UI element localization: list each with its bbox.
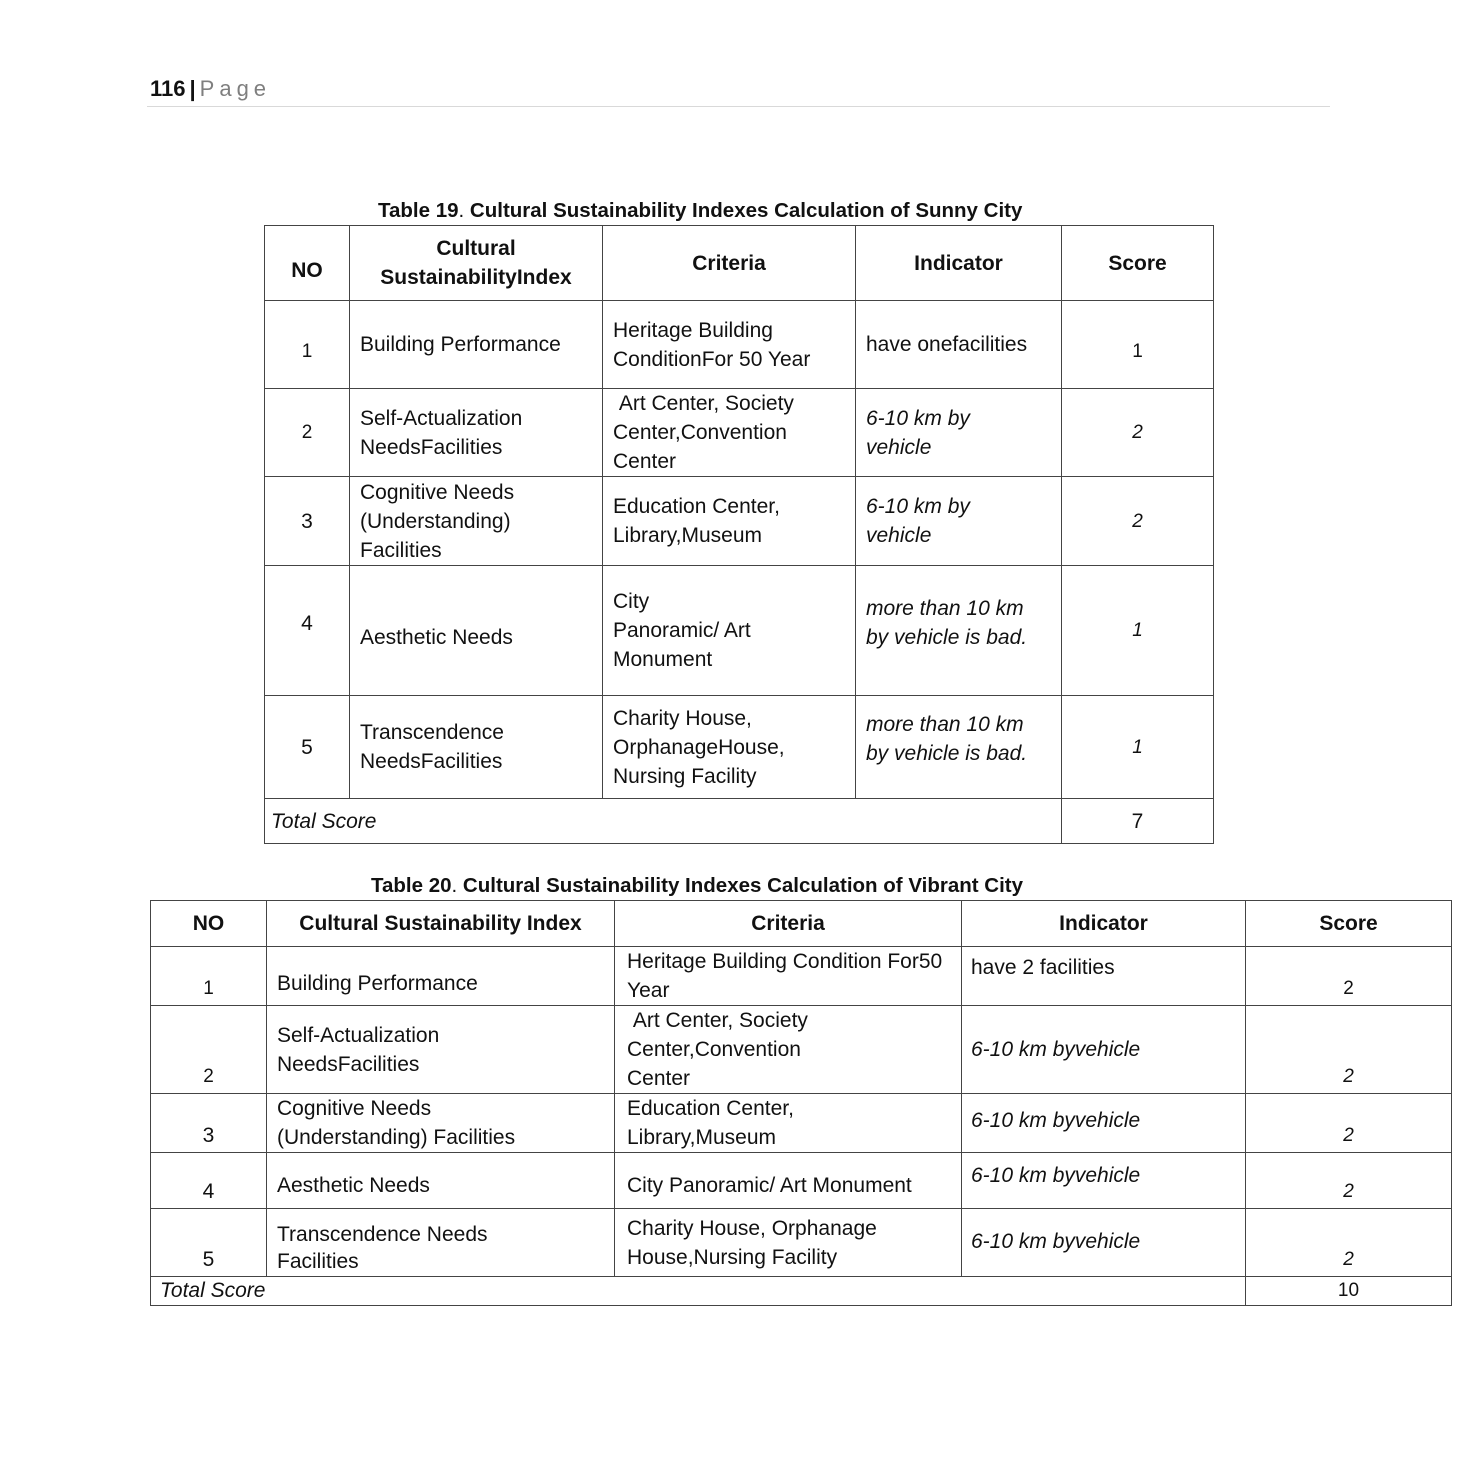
cell-criteria: Heritage Building ConditionFor 50 Year	[603, 301, 856, 389]
header-index	[350, 226, 603, 301]
cell-score: 2	[1246, 1094, 1452, 1153]
table-row	[265, 301, 1214, 389]
table-row	[265, 566, 1214, 696]
table19-caption-dot: .	[458, 199, 465, 222]
cell-score: 1	[1062, 696, 1214, 799]
table-row	[265, 389, 1214, 477]
table20-caption-prefix: Table 20	[371, 874, 452, 897]
cell-no: 4	[151, 1153, 267, 1209]
table-row	[151, 1006, 1452, 1094]
table19	[264, 225, 1214, 844]
cell-criteria: Art Center, Society Center,Convention Center	[615, 1006, 962, 1094]
cell-index: Building Performance	[267, 947, 615, 1006]
cell-criteria: Charity House, OrphanageHouse, Nursing Facility	[603, 696, 856, 799]
cell-index: Transcendence NeedsFacilities	[350, 696, 603, 799]
cell-score: 2	[1062, 477, 1214, 566]
cell-indicator: have 2 facilities	[962, 947, 1246, 1006]
table19-caption-prefix: Table 19	[378, 199, 459, 222]
header-index-line1: Cultural	[436, 237, 516, 260]
table-row	[265, 696, 1214, 799]
total-score-label: Total Score	[151, 1277, 1246, 1306]
table20-caption-dot: .	[451, 874, 458, 897]
total-score-value: 10	[1246, 1277, 1452, 1306]
page-header	[150, 76, 271, 102]
header-no: NO	[265, 226, 350, 301]
cell-indicator: 6-10 km byvehicle	[962, 1153, 1246, 1209]
cell-score: 2	[1246, 1153, 1452, 1209]
cell-indicator: 6-10 km byvehicle	[962, 1094, 1246, 1153]
cell-no: 4	[265, 566, 350, 696]
cell-indicator: 6-10 km by vehicle	[856, 389, 1062, 477]
cell-index: Self-Actualization NeedsFacilities	[267, 1006, 615, 1094]
table19-total-row	[265, 799, 1214, 844]
table20-total-row	[151, 1277, 1452, 1306]
cell-index: Transcendence Needs Facilities	[267, 1209, 615, 1277]
total-score-value: 7	[1062, 799, 1214, 844]
table19-caption	[378, 199, 1022, 223]
cell-index: Aesthetic Needs	[267, 1153, 615, 1209]
cell-index: Cognitive Needs (Understanding) Facilities	[350, 477, 603, 566]
page-number: 116	[150, 76, 186, 101]
cell-no: 2	[265, 389, 350, 477]
table-row	[151, 947, 1452, 1006]
header-indicator: Indicator	[856, 226, 1062, 301]
cell-no: 1	[151, 947, 267, 1006]
cell-score: 2	[1246, 1006, 1452, 1094]
cell-no: 3	[265, 477, 350, 566]
table20	[150, 900, 1452, 1306]
cell-indicator: 6-10 km by vehicle	[856, 477, 1062, 566]
header-criteria: Criteria	[603, 226, 856, 301]
cell-no: 3	[151, 1094, 267, 1153]
cell-score: 2	[1246, 1209, 1452, 1277]
cell-indicator: more than 10 km by vehicle is bad.	[856, 696, 1062, 799]
cell-criteria: Education Center, Library,Museum	[603, 477, 856, 566]
header-score: Score	[1246, 901, 1452, 947]
cell-criteria: City Panoramic/ Art Monument	[615, 1153, 962, 1209]
header-score: Score	[1062, 226, 1214, 301]
cell-indicator: more than 10 km by vehicle is bad.	[856, 566, 1062, 696]
table20-header-row	[151, 901, 1452, 947]
table19-header-row	[265, 226, 1214, 301]
table20-caption	[371, 874, 1023, 898]
cell-no: 1	[265, 301, 350, 389]
table-row	[151, 1094, 1452, 1153]
page-label: Page	[199, 76, 272, 101]
cell-index: Aesthetic Needs	[350, 566, 603, 696]
table20-caption-text: Cultural Sustainability Indexes Calculation of Vibrant City	[457, 874, 1023, 897]
cell-criteria: Art Center, Society Center,Convention Center	[603, 389, 856, 477]
table-row	[151, 1209, 1452, 1277]
cell-score: 1	[1062, 301, 1214, 389]
cell-indicator: 6-10 km byvehicle	[962, 1006, 1246, 1094]
cell-index: Building Performance	[350, 301, 603, 389]
cell-score: 2	[1246, 947, 1452, 1006]
header-index: Cultural Sustainability Index	[267, 901, 615, 947]
cell-score: 1	[1062, 566, 1214, 696]
cell-index: Self-Actualization NeedsFacilities	[350, 389, 603, 477]
cell-no: 2	[151, 1006, 267, 1094]
cell-score: 2	[1062, 389, 1214, 477]
header-no: NO	[151, 901, 267, 947]
header-indicator: Indicator	[962, 901, 1246, 947]
cell-criteria: Heritage Building Condition For50 Year	[615, 947, 962, 1006]
cell-criteria: Education Center, Library,Museum	[615, 1094, 962, 1153]
cell-criteria: City Panoramic/ Art Monument	[603, 566, 856, 696]
table19-caption-text: Cultural Sustainability Indexes Calculation of Sunny City	[464, 199, 1023, 222]
cell-indicator: 6-10 km byvehicle	[962, 1209, 1246, 1277]
total-score-label: Total Score	[265, 799, 1062, 844]
header-index-line2: SustainabilityIndex	[380, 266, 572, 289]
header-divider	[147, 106, 1330, 107]
table-row	[151, 1153, 1452, 1209]
cell-no: 5	[265, 696, 350, 799]
cell-no: 5	[151, 1209, 267, 1277]
cell-indicator: have onefacilities	[856, 301, 1062, 389]
header-criteria: Criteria	[615, 901, 962, 947]
cell-criteria: Charity House, Orphanage House,Nursing Facility	[615, 1209, 962, 1277]
cell-index: Cognitive Needs (Understanding) Facilities	[267, 1094, 615, 1153]
page-separator: |	[189, 76, 196, 101]
table-row	[265, 477, 1214, 566]
